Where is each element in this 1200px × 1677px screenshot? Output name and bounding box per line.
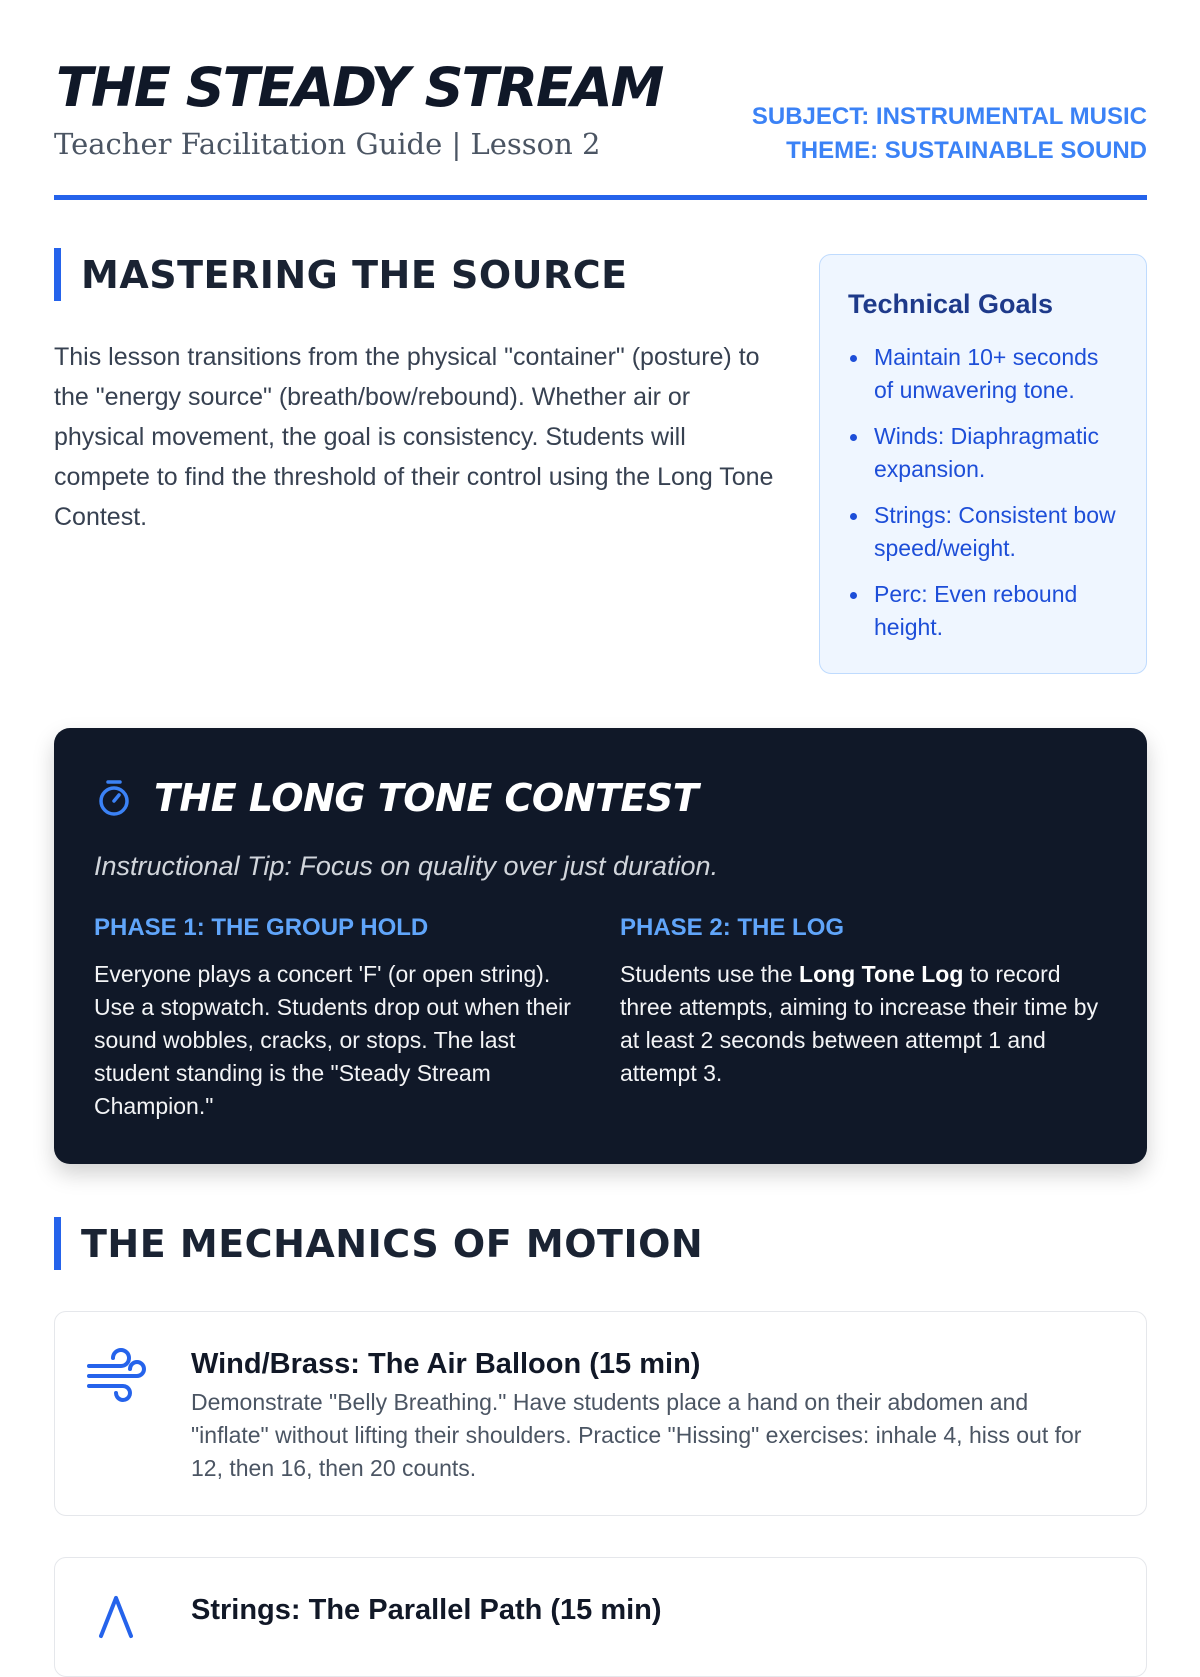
source-section-body: This lesson transitions from the physical "container" (posture) to the "energy source" (breath/bow/rebound). Whether air or physical movement, the goal is consistency. Students will compete to find the threshold of their control using the Long Tone Contest. xyxy=(54,343,774,531)
technical-goals-heading: Technical Goals xyxy=(848,289,1054,319)
long-tone-log-emphasis: Long Tone Log xyxy=(799,961,964,987)
phase-2-body-start: Students use the xyxy=(620,961,800,987)
phase-1 xyxy=(94,910,579,1123)
strings-card xyxy=(54,1557,1147,1677)
strings-title: Strings: The Parallel Path (15 min) xyxy=(191,1594,662,1626)
long-tone-contest-card xyxy=(54,728,1147,1164)
mechanics-section-title: THE MECHANICS OF MOTION xyxy=(81,1221,704,1266)
mechanics-section-heading xyxy=(54,1217,703,1270)
phase-1-body: Everyone plays a concert 'F' (or open string). Use a stopwatch. Students drop out when their sound wobbles, cracks, or stops. The last student standing is the "Steady Stream Champion." xyxy=(94,961,571,1119)
stopwatch-icon xyxy=(96,778,132,818)
page-subtitle: Teacher Facilitation Guide | Lesson 2 xyxy=(54,127,601,161)
contest-header xyxy=(96,776,698,820)
phase-2 xyxy=(620,910,1110,1090)
goal-item: Perc: Even rebound height. xyxy=(848,578,1120,644)
phase-2-heading: PHASE 2: THE LOG xyxy=(620,914,845,941)
wind-brass-title: Wind/Brass: The Air Balloon (15 min) xyxy=(191,1348,701,1380)
wind-brass-body: Demonstrate "Belly Breathing." Have students place a hand on their abdomen and "inflate" without lifting their shoulders. Practice "Hissing" exercises: inhale 4, hiss out for 12, then 16, then 20 counts. xyxy=(191,1389,1082,1481)
page-title: THE STEADY STREAM xyxy=(56,56,663,119)
lesson-meta xyxy=(752,100,1147,168)
phase-2-body xyxy=(620,958,1110,1090)
bow-icon xyxy=(85,1596,147,1646)
source-section-heading xyxy=(54,248,628,301)
subject-label: SUBJECT: INSTRUMENTAL MUSIC xyxy=(751,103,1147,130)
page-header xyxy=(54,0,1147,200)
contest-title: THE LONG TONE CONTEST xyxy=(154,776,699,820)
technical-goals-list xyxy=(848,341,1120,644)
goal-item: Strings: Consistent bow speed/weight. xyxy=(848,499,1120,565)
instructional-tip: Instructional Tip: Focus on quality over just duration. xyxy=(94,851,719,881)
source-section-title: MASTERING THE SOURCE xyxy=(81,252,628,297)
wind-icon xyxy=(85,1350,147,1400)
phase-2-body-end: to record three attempts, aiming to increase their time by at least 2 seconds between attempt 1 and attempt 3. xyxy=(620,961,1099,1086)
theme-label: THEME: SUSTAINABLE SOUND xyxy=(786,137,1147,164)
phase-1-heading: PHASE 1: THE GROUP HOLD xyxy=(94,914,429,941)
lesson-guide-page xyxy=(54,0,1147,1626)
goal-item: Winds: Diaphragmatic expansion. xyxy=(848,420,1120,486)
technical-goals-box xyxy=(819,254,1147,674)
wind-brass-card xyxy=(54,1311,1147,1516)
goal-item: Maintain 10+ seconds of unwavering tone. xyxy=(848,341,1120,407)
